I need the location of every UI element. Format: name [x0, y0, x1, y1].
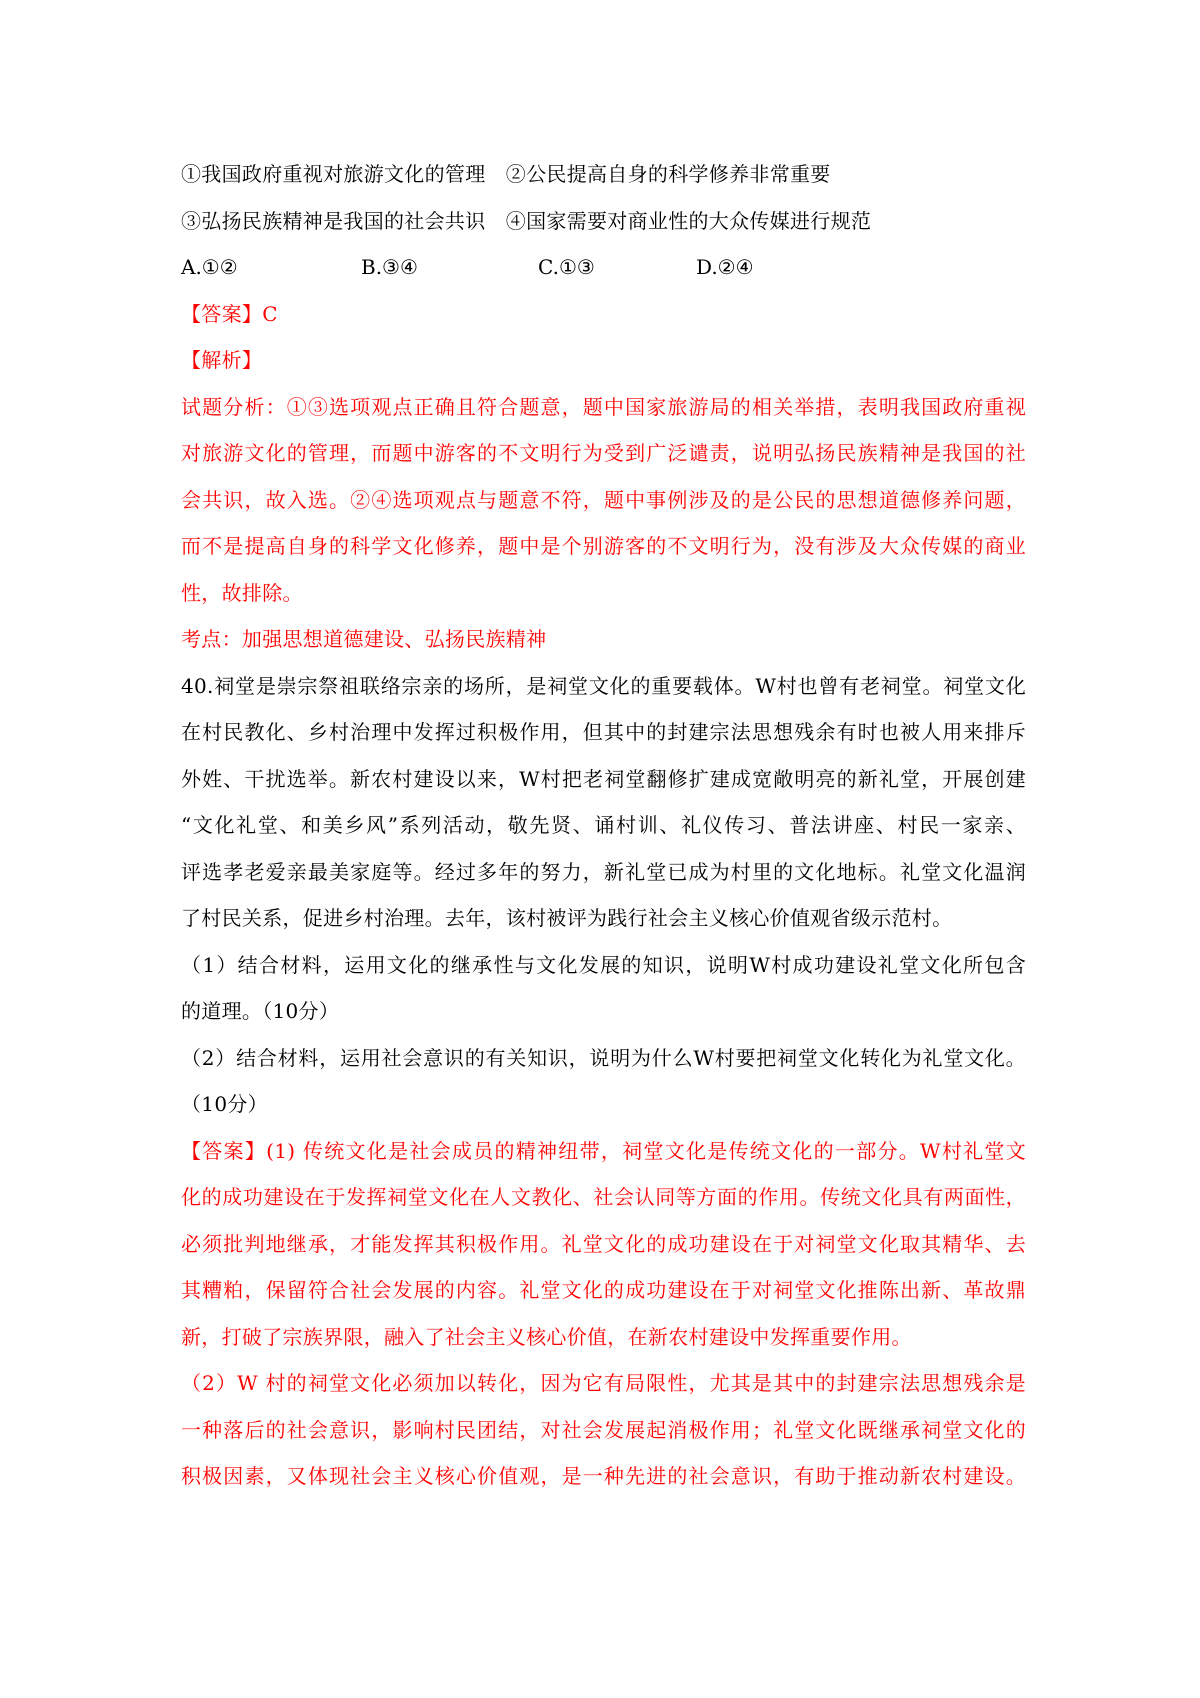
answer-40-line: 新，打破了宗族界限，融入了社会主义核心价值，在新农村建设中发挥重要作用。: [181, 1324, 912, 1349]
question-40-line: 评选孝老爱亲最美家庭等。经过多年的努力，新礼堂已成为村里的文化地标。礼堂文化温润: [181, 859, 1026, 884]
option-a: A.①②: [181, 255, 238, 279]
sub-question-2-line: （10分）: [181, 1092, 268, 1116]
analysis-heading: 【解析】: [181, 348, 263, 372]
question-40-line: 在村民教化、乡村治理中发挥过积极作用，但其中的封建宗法思想残余有时也被人用来排斥: [181, 720, 1026, 744]
option-c: C.①③: [538, 255, 595, 279]
question-40-line: “文化礼堂、和美乡风”系列活动，敬先贤、诵村训、礼仪传习、普法讲座、村民一家亲、: [181, 813, 1026, 837]
analysis-line: 试题分析：①③选项观点正确且符合题意，题中国家旅游局的相关举措，表明我国政府重视: [181, 394, 1026, 419]
sub-question-1-line: （1）结合材料，运用文化的继承性与文化发展的知识，说明W村成功建设礼堂文化所包含: [181, 952, 1026, 977]
answer-40-line: 化的成功建设在于发挥祠堂文化在人文教化、社会认同等方面的作用。传统文化具有两面性，: [181, 1185, 1026, 1209]
answer-options: [181, 244, 1026, 291]
answer-40-line: 其糟粕，保留符合社会发展的内容。礼堂文化的成功建设在于对祠堂文化推陈出新、革故鼎: [181, 1278, 1026, 1302]
key-point: 考点：加强思想道德建设、弘扬民族精神: [181, 627, 547, 651]
sub-question-2-line: （2）结合材料，运用社会意识的有关知识，说明为什么W村要把祠堂文化转化为礼堂文化。: [181, 1045, 1026, 1070]
analysis-line: 对旅游文化的管理，而题中游客的不文明行为受到广泛谴责，说明弘扬民族精神是我国的社: [181, 441, 1026, 465]
choice-line-1: ①我国政府重视对旅游文化的管理 ②公民提高自身的科学修养非常重要: [181, 162, 831, 186]
option-d: D.②④: [696, 255, 754, 279]
analysis-line: 而不是提高自身的科学文化修养，题中是个别游客的不文明行为，没有涉及大众传媒的商业: [181, 534, 1026, 558]
answer-40-line: 【答案】(1) 传统文化是社会成员的精神纽带，祠堂文化是传统文化的一部分。W村礼堂文: [181, 1138, 1026, 1163]
question-40-line: 外姓、干扰选举。新农村建设以来，W村把老祠堂翻修扩建成宽敞明亮的新礼堂，开展创建: [181, 766, 1026, 791]
choice-line-2: ③弘扬民族精神是我国的社会共识 ④国家需要对商业性的大众传媒进行规范: [181, 208, 872, 233]
answer-40-line: （2）W 村的祠堂文化必须加以转化，因为它有局限性，尤其是其中的封建宗法思想残余是: [181, 1371, 1026, 1395]
answer-40-line: 积极因素，又体现社会主义核心价值观，是一种先进的社会意识，有助于推动新农村建设。: [181, 1464, 1026, 1488]
option-b: B.③④: [361, 255, 418, 279]
answer-40-line: 一种落后的社会意识，影响村民团结，对社会发展起消极作用；礼堂文化既继承祠堂文化的: [181, 1417, 1026, 1442]
question-40-line: 40.祠堂是崇宗祭祖联络宗亲的场所，是祠堂文化的重要载体。W村也曾有老祠堂。祠堂文化: [181, 673, 1026, 698]
page-content: [181, 151, 1026, 1500]
answer-39: 【答案】C: [181, 301, 278, 326]
answer-40-line: 必须批判地继承，才能发挥其积极作用。礼堂文化的成功建设在于对祠堂文化取其精华、去: [181, 1231, 1026, 1256]
question-40-line: 了村民关系，促进乡村治理。去年，该村被评为践行社会主义核心价值观省级示范村。: [181, 906, 953, 930]
analysis-line: 性，故排除。: [181, 580, 303, 605]
sub-question-1-line: 的道理。（10分）: [181, 999, 340, 1023]
analysis-line: 会共识，故入选。②④选项观点与题意不符，题中事例涉及的是公民的思想道德修养问题，: [181, 487, 1026, 512]
